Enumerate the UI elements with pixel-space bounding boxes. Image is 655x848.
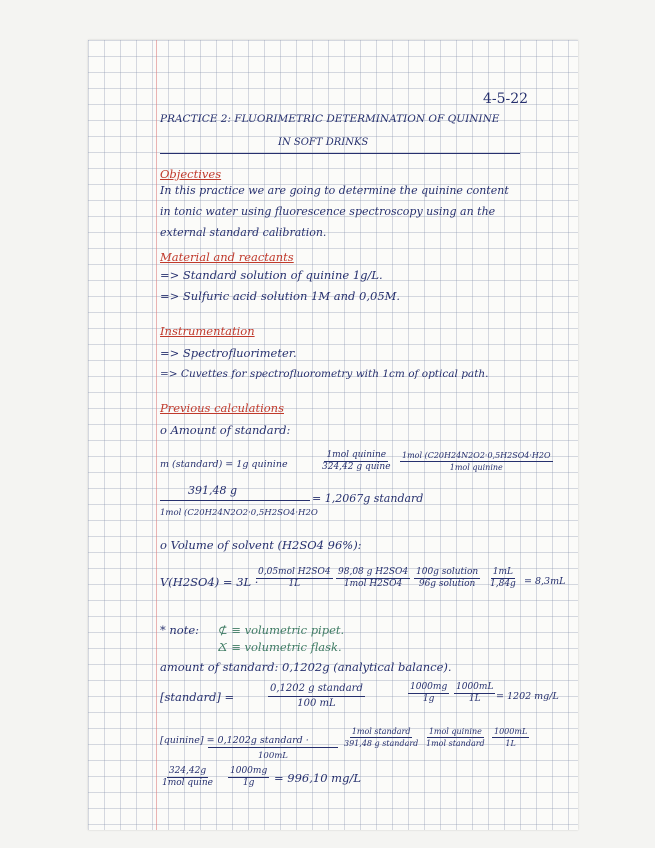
- title-underline: [160, 153, 520, 154]
- quinine-fraction-line: [208, 747, 338, 748]
- quinine-fraction-3: $\frac{1000mL}{1L}$: [494, 727, 528, 748]
- molar-mass: 391,48 g: [188, 484, 238, 497]
- molar-mass-formula: 1mol (C20H24N2O2·0,5H2SO4·H2O: [160, 508, 318, 518]
- standard-fraction-1: 0,1202 g standard 100 mL: [270, 683, 363, 709]
- mass-fraction-1: 1mol quinine 324,42 g quine: [322, 450, 391, 472]
- calculations-heading: Previous calculations: [160, 401, 284, 415]
- note-pipet: ⊄ ≡ volumetric pipet.: [218, 623, 345, 637]
- title-line-1: PRACTICE 2: FLUORIMETRIC DETERMINATION OF QUININE: [160, 113, 500, 125]
- volume-lhs: V(H2SO4) = 3L ·: [160, 575, 259, 589]
- quinine-denominator: 100mL: [258, 751, 288, 761]
- quinine-lhs: [quinine] = 0,1202g standard ·: [160, 735, 309, 746]
- mass-fraction-2: 1mol (C20H24N2O2·0,5H2SO4·H2O 1mol quinine: [402, 451, 551, 472]
- materials-heading: Material and reactants: [160, 250, 294, 264]
- instrumentation-heading: Instrumentation: [160, 324, 255, 338]
- date: 4-5-22: [483, 91, 529, 107]
- standard-lhs: [standard] =: [160, 690, 235, 704]
- materials-item-1: => Standard solution of quinine 1g/L.: [160, 268, 383, 282]
- standard-result: = 1202 mg/L: [496, 691, 559, 702]
- volume-result: = 8,3mL: [524, 576, 566, 587]
- quinine-tail-fraction-2: $\frac{1000mg}{1g}$: [230, 766, 268, 788]
- mass-lhs: m (standard) = 1g quinine: [160, 459, 288, 470]
- materials-item-2: => Sulfuric acid solution 1M and 0,05M.: [160, 289, 401, 303]
- volume-fraction-3: 100g solution 96g solution: [416, 567, 479, 589]
- amount-line: amount of standard: 0,1202g (analytical balance).: [160, 660, 452, 674]
- objectives-heading: Objectives: [160, 167, 222, 181]
- note-flask: Ճ ≡ volumetric flask.: [218, 640, 342, 654]
- instrumentation-item-1: => Spectrofluorimeter.: [160, 346, 297, 360]
- title-line-2: IN SOFT DRINKS: [278, 137, 369, 148]
- mass-result: = 1,2067g standard: [312, 492, 424, 505]
- volume-fraction-4: $\frac{1mL}{1,84g}$: [490, 567, 516, 589]
- standard-fraction-3: $\frac{1000mL}{1L}$: [456, 682, 494, 704]
- quinine-fraction-2: 1mol quinine 1mol standard: [426, 727, 485, 748]
- volume-fraction-2: 98,08 g H2SO4 1mol H2SO4: [338, 567, 409, 589]
- quinine-tail-fraction-1: 324,42g 1mol quine: [162, 766, 213, 788]
- objectives-line-1: In this practice we are going to determine the quinine content: [160, 184, 509, 197]
- amount-heading: o Amount of standard:: [160, 423, 291, 437]
- quinine-result: = 996,10 mg/L: [274, 771, 361, 785]
- volume-heading: o Volume of solvent (H2SO4 96%):: [160, 538, 362, 552]
- standard-fraction-2: $\frac{1000mg}{1g}$: [410, 682, 448, 704]
- mass-fraction-line: [160, 500, 310, 501]
- margin-line: [156, 40, 157, 830]
- instrumentation-item-2: => Cuvettes for spectrofluorometry with 1cm of optical path.: [160, 368, 489, 380]
- objectives-line-2: in tonic water using fluorescence spectroscopy using an the: [160, 205, 496, 218]
- notebook-page: [88, 40, 578, 830]
- volume-fraction-1: 0,05mol H2SO4 1L: [258, 567, 331, 589]
- quinine-fraction-1: 1mol standard 391,48 g standard: [344, 727, 419, 748]
- note-label: * note:: [160, 623, 200, 637]
- objectives-line-3: external standard calibration.: [160, 226, 327, 239]
